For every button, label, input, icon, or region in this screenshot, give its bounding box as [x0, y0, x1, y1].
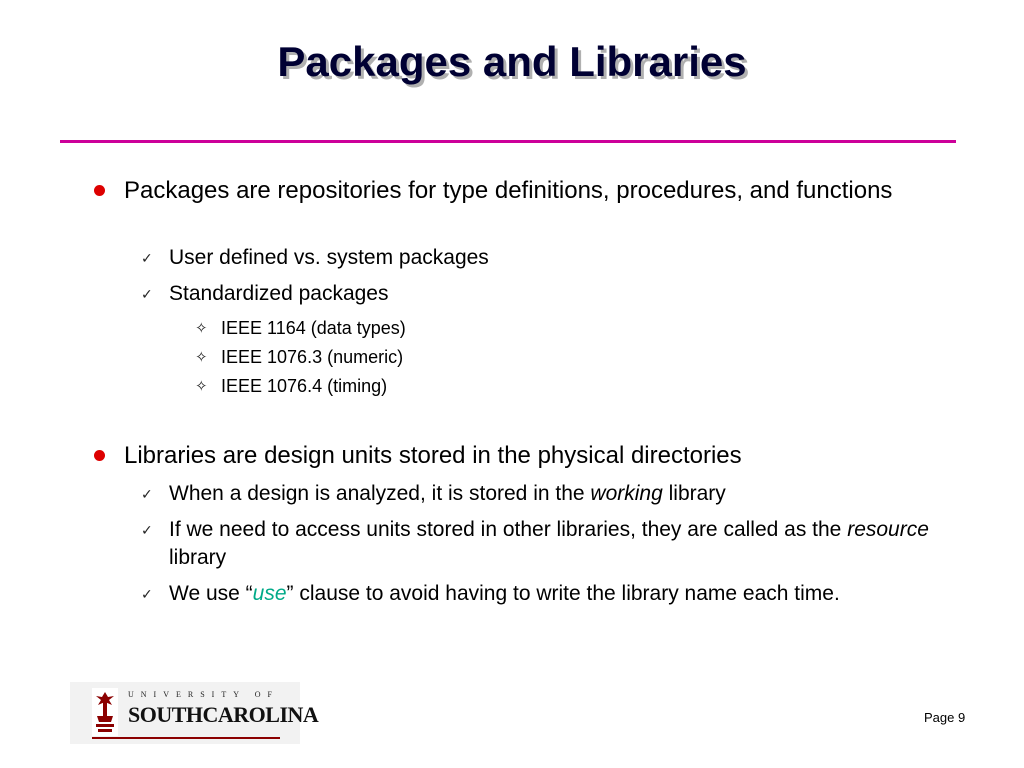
sub-bullet-item [141, 244, 939, 272]
sub-bullet-text-post: library [662, 482, 726, 505]
sub-bullet-item [141, 516, 939, 572]
sub-sub-bullet-text: IEEE 1076.3 (numeric) [221, 347, 404, 367]
page-number: Page 9 [924, 710, 966, 725]
palmetto-seal-icon [92, 688, 118, 736]
checkmark-icon: ✓ [141, 287, 153, 303]
sub-bullet-item [141, 480, 939, 508]
red-dot-icon [94, 185, 105, 196]
logo-underline [92, 737, 280, 739]
sub-bullet-item [141, 280, 939, 308]
bullet-text: Packages are repositories for type definitions, procedures, and functions [124, 177, 893, 204]
checkmark-icon: ✓ [141, 523, 153, 539]
sub-bullet-text-post: ” clause to avoid having to write the library name each time. [286, 582, 840, 605]
university-logo [70, 682, 319, 744]
sub-bullet-emphasis: resource [847, 518, 929, 541]
four-point-star-icon: ✧ [195, 377, 208, 395]
bullet-item [124, 441, 934, 470]
bullet-text: Libraries are design units stored in the physical directories [124, 442, 742, 469]
checkmark-icon: ✓ [141, 487, 153, 503]
checkmark-icon: ✓ [141, 587, 153, 603]
bullet-item [124, 176, 934, 205]
use-keyword: use [252, 582, 287, 605]
sub-sub-bullet-item [195, 345, 921, 369]
sub-sub-bullet-text: IEEE 1164 (data types) [221, 318, 406, 338]
sub-sub-bullet-item [195, 316, 921, 340]
four-point-star-icon: ✧ [195, 348, 208, 366]
sub-bullet-text-pre: When a design is analyzed, it is stored in the [169, 482, 591, 505]
sub-bullet-text: Standardized packages [169, 282, 389, 305]
sub-bullet-text-pre: We use “ [169, 582, 253, 605]
sub-bullet-emphasis: working [590, 482, 663, 505]
sub-bullet-text: User defined vs. system packages [169, 246, 489, 269]
sub-sub-bullet-text: IEEE 1076.4 (timing) [221, 376, 388, 396]
red-dot-icon [94, 450, 105, 461]
sub-bullet-text-post: library [169, 546, 227, 569]
sub-bullet-text-pre: If we need to access units stored in other libraries, they are called as the [169, 518, 848, 541]
sub-sub-bullet-item [195, 374, 921, 398]
checkmark-icon: ✓ [141, 251, 153, 267]
logo-university-text: UNIVERSITY OF [128, 690, 279, 699]
logo-school-name: SOUTHCAROLINA [128, 702, 319, 727]
four-point-star-icon: ✧ [195, 319, 208, 337]
slide-title: Packages and Libraries [277, 38, 747, 85]
sub-bullet-item [141, 580, 939, 608]
